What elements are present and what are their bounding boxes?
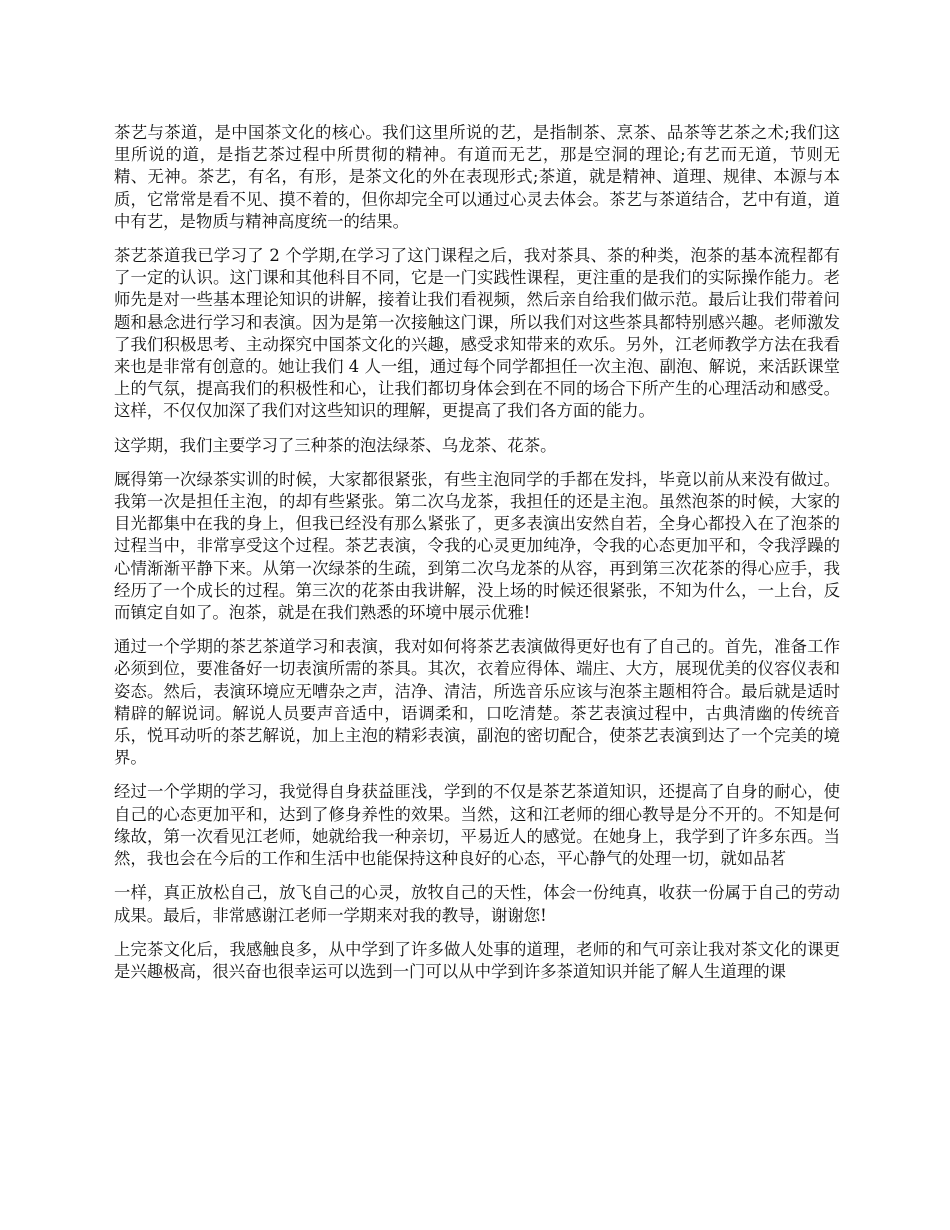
paragraph-three-teas: 这学期，我们主要学习了三种茶的泡法绿茶、乌龙茶、花茶。 — [114, 435, 557, 455]
paragraph-course-overview: 茶艺茶道我已学习了 2 个学期,在学习了这门课程之后，我对茶具、茶的种类，泡茶的基本流程都有了一定的认识。这门课和其他科目不同，它是一门实践性课程，更注重的是我们的实际操作能力。老师先是对一些基本理论知识的讲解，接着让我们看视频，然后亲自给我们做示范。最后让我们带着问题和悬念进行学习和表演。因为是第一次接触这门课，所以我们对这些茶具都特别感兴趣。老师激发了我们积极思考、主动探究中国茶文化的兴趣，感受求知带来的欢乐。另外，江老师教学方法在我看来也是非常有创意的。她让我们 4 人一组，通过每个同学都担任一次主泡、副泡、解说，来活跃课堂上的气氛，提高我们的积极性和心，让我们都切身体会到在不同的场合下所产生的心理活动和感受。这样，不仅仅加深了我们对这些知识的理解，更提高了我们各方面的能力。 — [114, 246, 840, 421]
paragraph-tea-art-and-way: 茶艺与茶道，是中国茶文化的核心。我们这里所说的艺，是指制茶、烹茶、品茶等艺茶之术;我们这里所说的道，是指艺茶过程中所贯彻的精神。有道而无艺，那是空洞的理论;有艺而无道，节则无精、无神。茶艺，有名，有形，是茶文化的外在表现形式;茶道，就是精神、道理、规律、本源与本质，它常常是看不见、摸不着的，但你却完全可以通过心灵去体会。茶艺与茶道结合，艺中有道，道中有艺，是物质与精神高度统一的结果。 — [114, 123, 840, 231]
paragraph-thanks: 一样，真正放松自己，放飞自己的心灵，放牧自己的天性，体会一份纯真，收获一份属于自己的劳动成果。最后，非常感谢江老师一学期来对我的教导，谢谢您! — [114, 883, 840, 925]
document-body — [114, 122, 840, 995]
paragraph-reflection: 上完茶文化后，我感触良多，从中学到了许多做人处事的道理，老师的和气可亲让我对茶文化的课更是兴趣极高，很兴奋也很幸运可以选到一门可以从中学到许多茶道知识并能了解人生道理的课 — [114, 939, 840, 981]
paragraph-practice-experience: 厩得第一次绿茶实训的时候，大家都很紧张，有些主泡同学的手都在发抖，毕竟以前从来没有做过。我第一次是担任主泡，的却有些紧张。第二次乌龙茶，我担任的还是主泡。虽然泡茶的时候，大家的目光都集中在我的身上，但我已经没有那么紧张了，更多表演出安然自若，全身心都投入在了泡茶的过程当中，非常享受这个过程。茶艺表演，令我的心灵更加纯净，令我的心态更加平和，令我浮躁的心情渐渐平静下来。从第一次绿茶的生疏，到第二次乌龙茶的从容，再到第三次花茶的得心应手，我经历了一个成长的过程。第三次的花茶由我讲解，没上场的时候还很紧张，不知为什么，一上台，反而镇定自如了。泡茶，就是在我们熟悉的环境中展示优雅! — [114, 469, 840, 623]
paragraph-gains: 经过一个学期的学习，我觉得自身获益匪浅，学到的不仅是茶艺茶道知识，还提高了自身的耐心，使自己的心态更加平和，达到了修身养性的效果。当然，这和江老师的细心教导是分不开的。不知是何缘故，第一次看见江老师，她就给我一种亲切，平易近人的感觉。在她身上，我学到了许多东西。当然，我也会在今后的工作和生活中也能保持这种良好的心态，平心静气的处理一切，就如品茗 — [114, 782, 840, 869]
paragraph-performance-tips: 通过一个学期的茶艺茶道学习和表演，我对如何将茶艺表演做得更好也有了自己的。首先，准备工作必须到位，要准备好一切表演所需的茶具。其次，衣着应得体、端庄、大方，展现优美的仪容仪表和姿态。然后，表演环境应无嘈杂之声，洁净、清洁，所选音乐应该与泡茶主题相符合。最后就是适时精辟的解说词。解说人员要声音适中，语调柔和，口吃清楚。茶艺表演过程中，古典清幽的传统音乐，悦耳动听的茶艺解说，加上主泡的精彩表演，副泡的密切配合，使茶艺表演到达了一个完美的境界。 — [114, 637, 840, 768]
